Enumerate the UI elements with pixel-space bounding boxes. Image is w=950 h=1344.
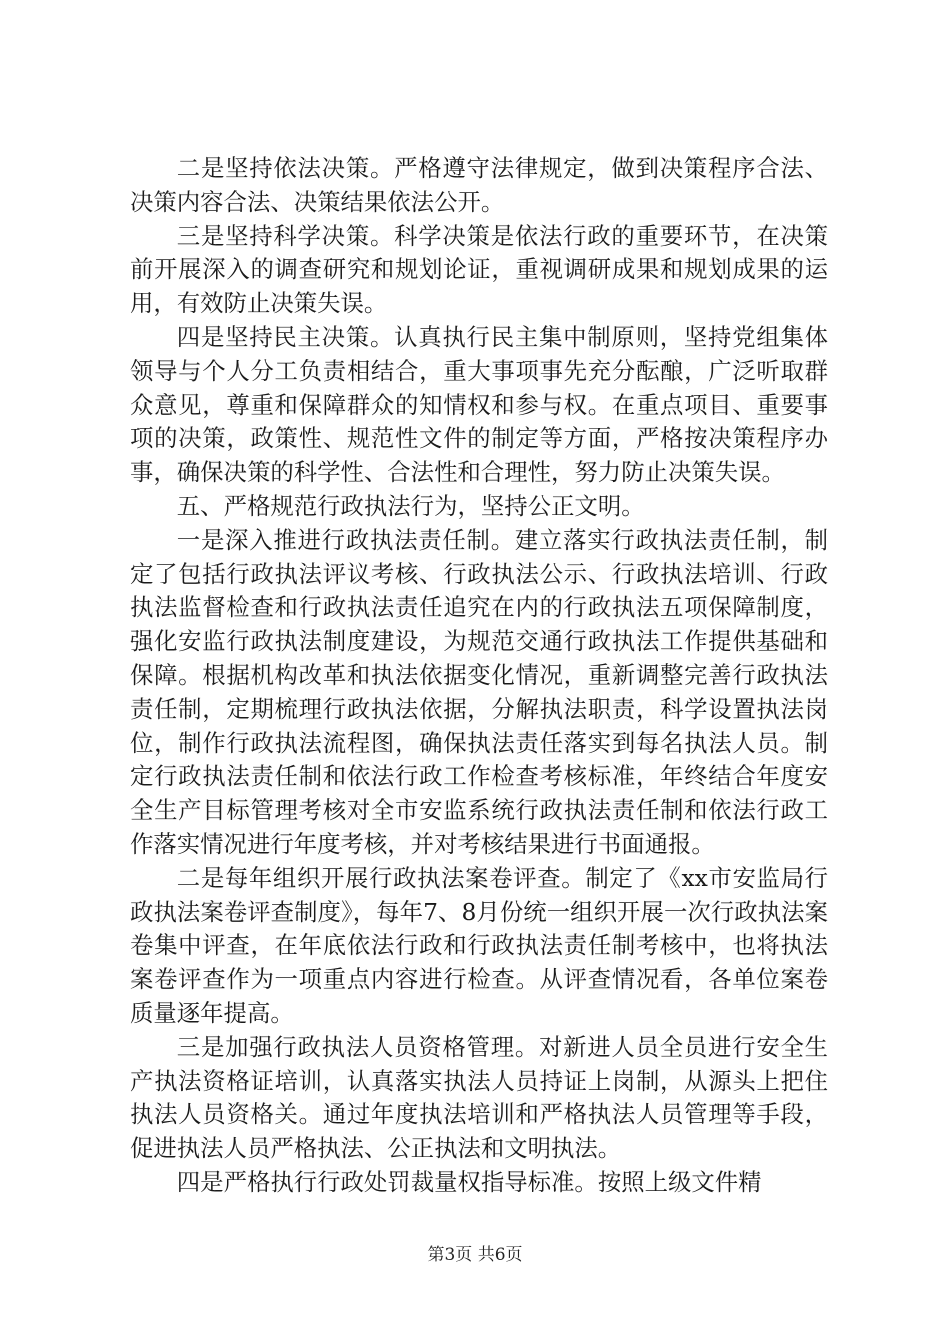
page-footer: 第3页 共6页 <box>427 1245 523 1265</box>
document-body <box>130 152 828 1200</box>
paragraph: 四是坚持民主决策。认真执行民主集中制原则，坚持党组集体领导与个人分工负责相结合，重大事项事先充分酝酿，广泛听取群众意见，尊重和保障群众的知情权和参与权。在重点项目、重要事项的决策，政策性、规范性文件的制定等方面，严格按决策程序办事，确保决策的科学性、合法性和合理性，努力防止决策失误。 <box>130 322 828 487</box>
section-heading: 五、严格规范行政执法行为，坚持公正文明。 <box>176 491 645 520</box>
paragraph: 一是深入推进行政执法责任制。建立落实行政执法责任制，制定了包括行政执法评议考核、行政执法公示、行政执法培训、行政执法监督检查和行政执法责任追究在内的行政执法五项保障制度，强化安监行政执法制度建设，为规范交通行政执法工作提供基础和保障。根据机构改革和执法依据变化情况，重新调整完善行政执法责任制，定期梳理行政执法依据，分解执法职责，科学设置执法岗位，制作行政执法流程图，确保执法责任落实到每名执法人员。制定行政执法责任制和依法行政工作检查考核标准，年终结合年度安全生产目标管理考核对全市安监系统行政执法责任制和依法行政工作落实情况进行年度考核，并对考核结果进行书面通报。 <box>130 525 828 858</box>
paragraph: 二是坚持依法决策。严格遵守法律规定，做到决策程序合法、决策内容合法、决策结果依法公开。 <box>130 154 828 216</box>
paragraph: 三是坚持科学决策。科学决策是依法行政的重要环节，在决策前开展深入的调查研究和规划论证，重视调研成果和规划成果的运用，有效防止决策失误。 <box>130 221 828 318</box>
paragraph: 四是严格执行行政处罚裁量权指导标准。按照上级文件精 <box>176 1167 762 1196</box>
paragraph: 二是每年组织开展行政执法案卷评查。制定了《xx市安监局行政执法案卷评查制度》，每年7、8月份统一组织开展一次行政执法案卷集中评查，在年底依法行政和行政执法责任制考核中，也将执法案卷评查作为一项重点内容进行检查。从评查情况看，各单位案卷质量逐年提高。 <box>130 863 828 1027</box>
paragraph: 三是加强行政执法人员资格管理。对新进人员全员进行安全生产执法资格证培训，认真落实执法人员持证上岗制，从源头上把住执法人员资格关。通过年度执法培训和严格执法人员管理等手段，促进执法人员严格执法、公正执法和文明执法。 <box>130 1032 828 1163</box>
